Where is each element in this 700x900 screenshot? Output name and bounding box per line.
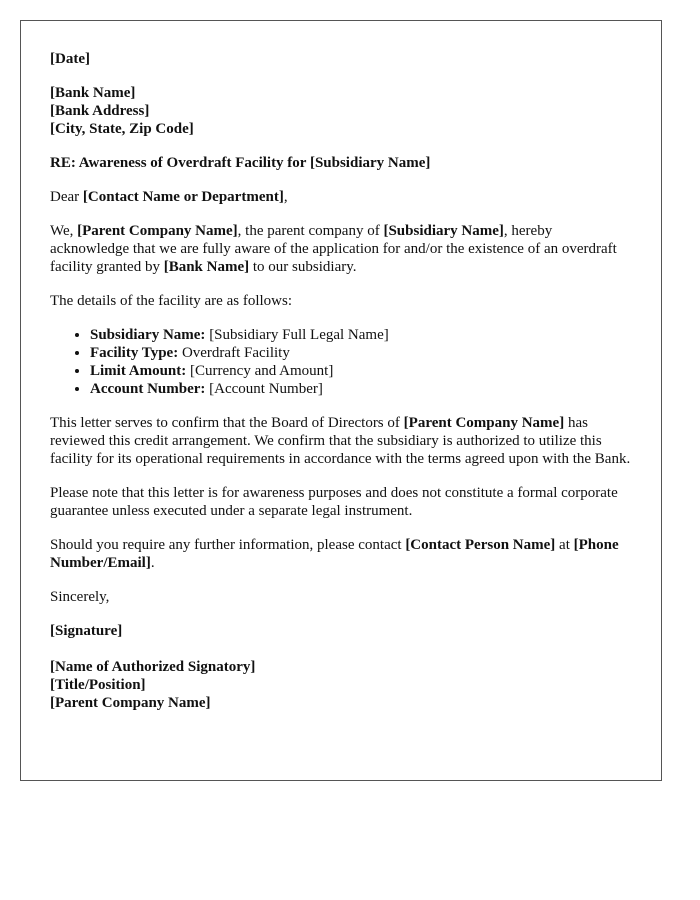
signature: [Signature] xyxy=(50,623,123,639)
detail-value: Overdraft Facility xyxy=(178,345,290,361)
subject-line: RE: Awareness of Overdraft Facility for [Subsidiary Name] xyxy=(50,155,431,171)
details-intro: The details of the facility are as follows: xyxy=(50,293,292,309)
bank-name: [Bank Name] xyxy=(50,85,136,101)
letter-page xyxy=(20,20,662,781)
date: [Date] xyxy=(50,51,90,67)
list-item xyxy=(90,344,632,362)
signatory-name: [Name of Authorized Signatory] xyxy=(50,659,256,675)
bank-city: [City, State, Zip Code] xyxy=(50,121,194,137)
text: , the parent company of xyxy=(237,223,384,239)
contact-phone-email: [Phone Number/Email] xyxy=(50,537,619,571)
detail-label: Facility Type: xyxy=(90,345,179,361)
detail-value: [Currency and Amount] xyxy=(186,363,334,379)
salutation xyxy=(50,188,632,206)
detail-label: Account Number: xyxy=(90,381,206,397)
salutation-suffix: , xyxy=(283,189,288,205)
text: We, xyxy=(50,223,78,239)
paragraph-acknowledgement xyxy=(50,222,632,276)
subsidiary-name: [Subsidiary Name] xyxy=(383,223,504,239)
bank-name-inline: [Bank Name] xyxy=(163,259,250,275)
signatory-title: [Title/Position] xyxy=(50,677,146,693)
text: at xyxy=(555,537,574,553)
text: Should you require any further information, please contact xyxy=(50,537,406,553)
parent-company-name: [Parent Company Name] xyxy=(77,223,238,239)
paragraph-disclaimer: Please note that this letter is for awareness purposes and does not constitute a formal corporate guarantee unless executed under a separate legal instrument. xyxy=(50,485,618,519)
list-item xyxy=(90,380,632,398)
text: has reviewed this credit arrangement. We confirm that the subsidiary is authorized to utilize this facility for its operational requirements in accordance with the terms agreed upon with the Bank. xyxy=(50,415,631,467)
text: . xyxy=(150,555,155,571)
detail-label: Limit Amount: xyxy=(90,363,187,379)
closing: Sincerely, xyxy=(50,589,110,605)
signatory-company: [Parent Company Name] xyxy=(50,695,211,711)
details-list xyxy=(50,326,632,398)
detail-value: [Account Number] xyxy=(205,381,323,397)
bank-address: [Bank Address] xyxy=(50,103,150,119)
detail-label: Subsidiary Name: xyxy=(90,327,206,343)
bank-address-block xyxy=(50,84,632,138)
text: , hereby acknowledge that we are fully aware of the application for and/or the existence of an overdraft facility granted by xyxy=(50,223,617,275)
salutation-prefix: Dear xyxy=(50,189,83,205)
signatory-block xyxy=(50,658,632,712)
detail-value: [Subsidiary Full Legal Name] xyxy=(205,327,389,343)
list-item xyxy=(90,326,632,344)
text: This letter serves to confirm that the Board of Directors of xyxy=(50,415,404,431)
paragraph-board-confirmation xyxy=(50,414,632,468)
list-item xyxy=(90,362,632,380)
salutation-name: [Contact Name or Department] xyxy=(82,189,284,205)
paragraph-contact xyxy=(50,536,632,572)
text: to our subsidiary. xyxy=(249,259,357,275)
contact-person-name: [Contact Person Name] xyxy=(405,537,556,553)
parent-company-name: [Parent Company Name] xyxy=(403,415,565,431)
